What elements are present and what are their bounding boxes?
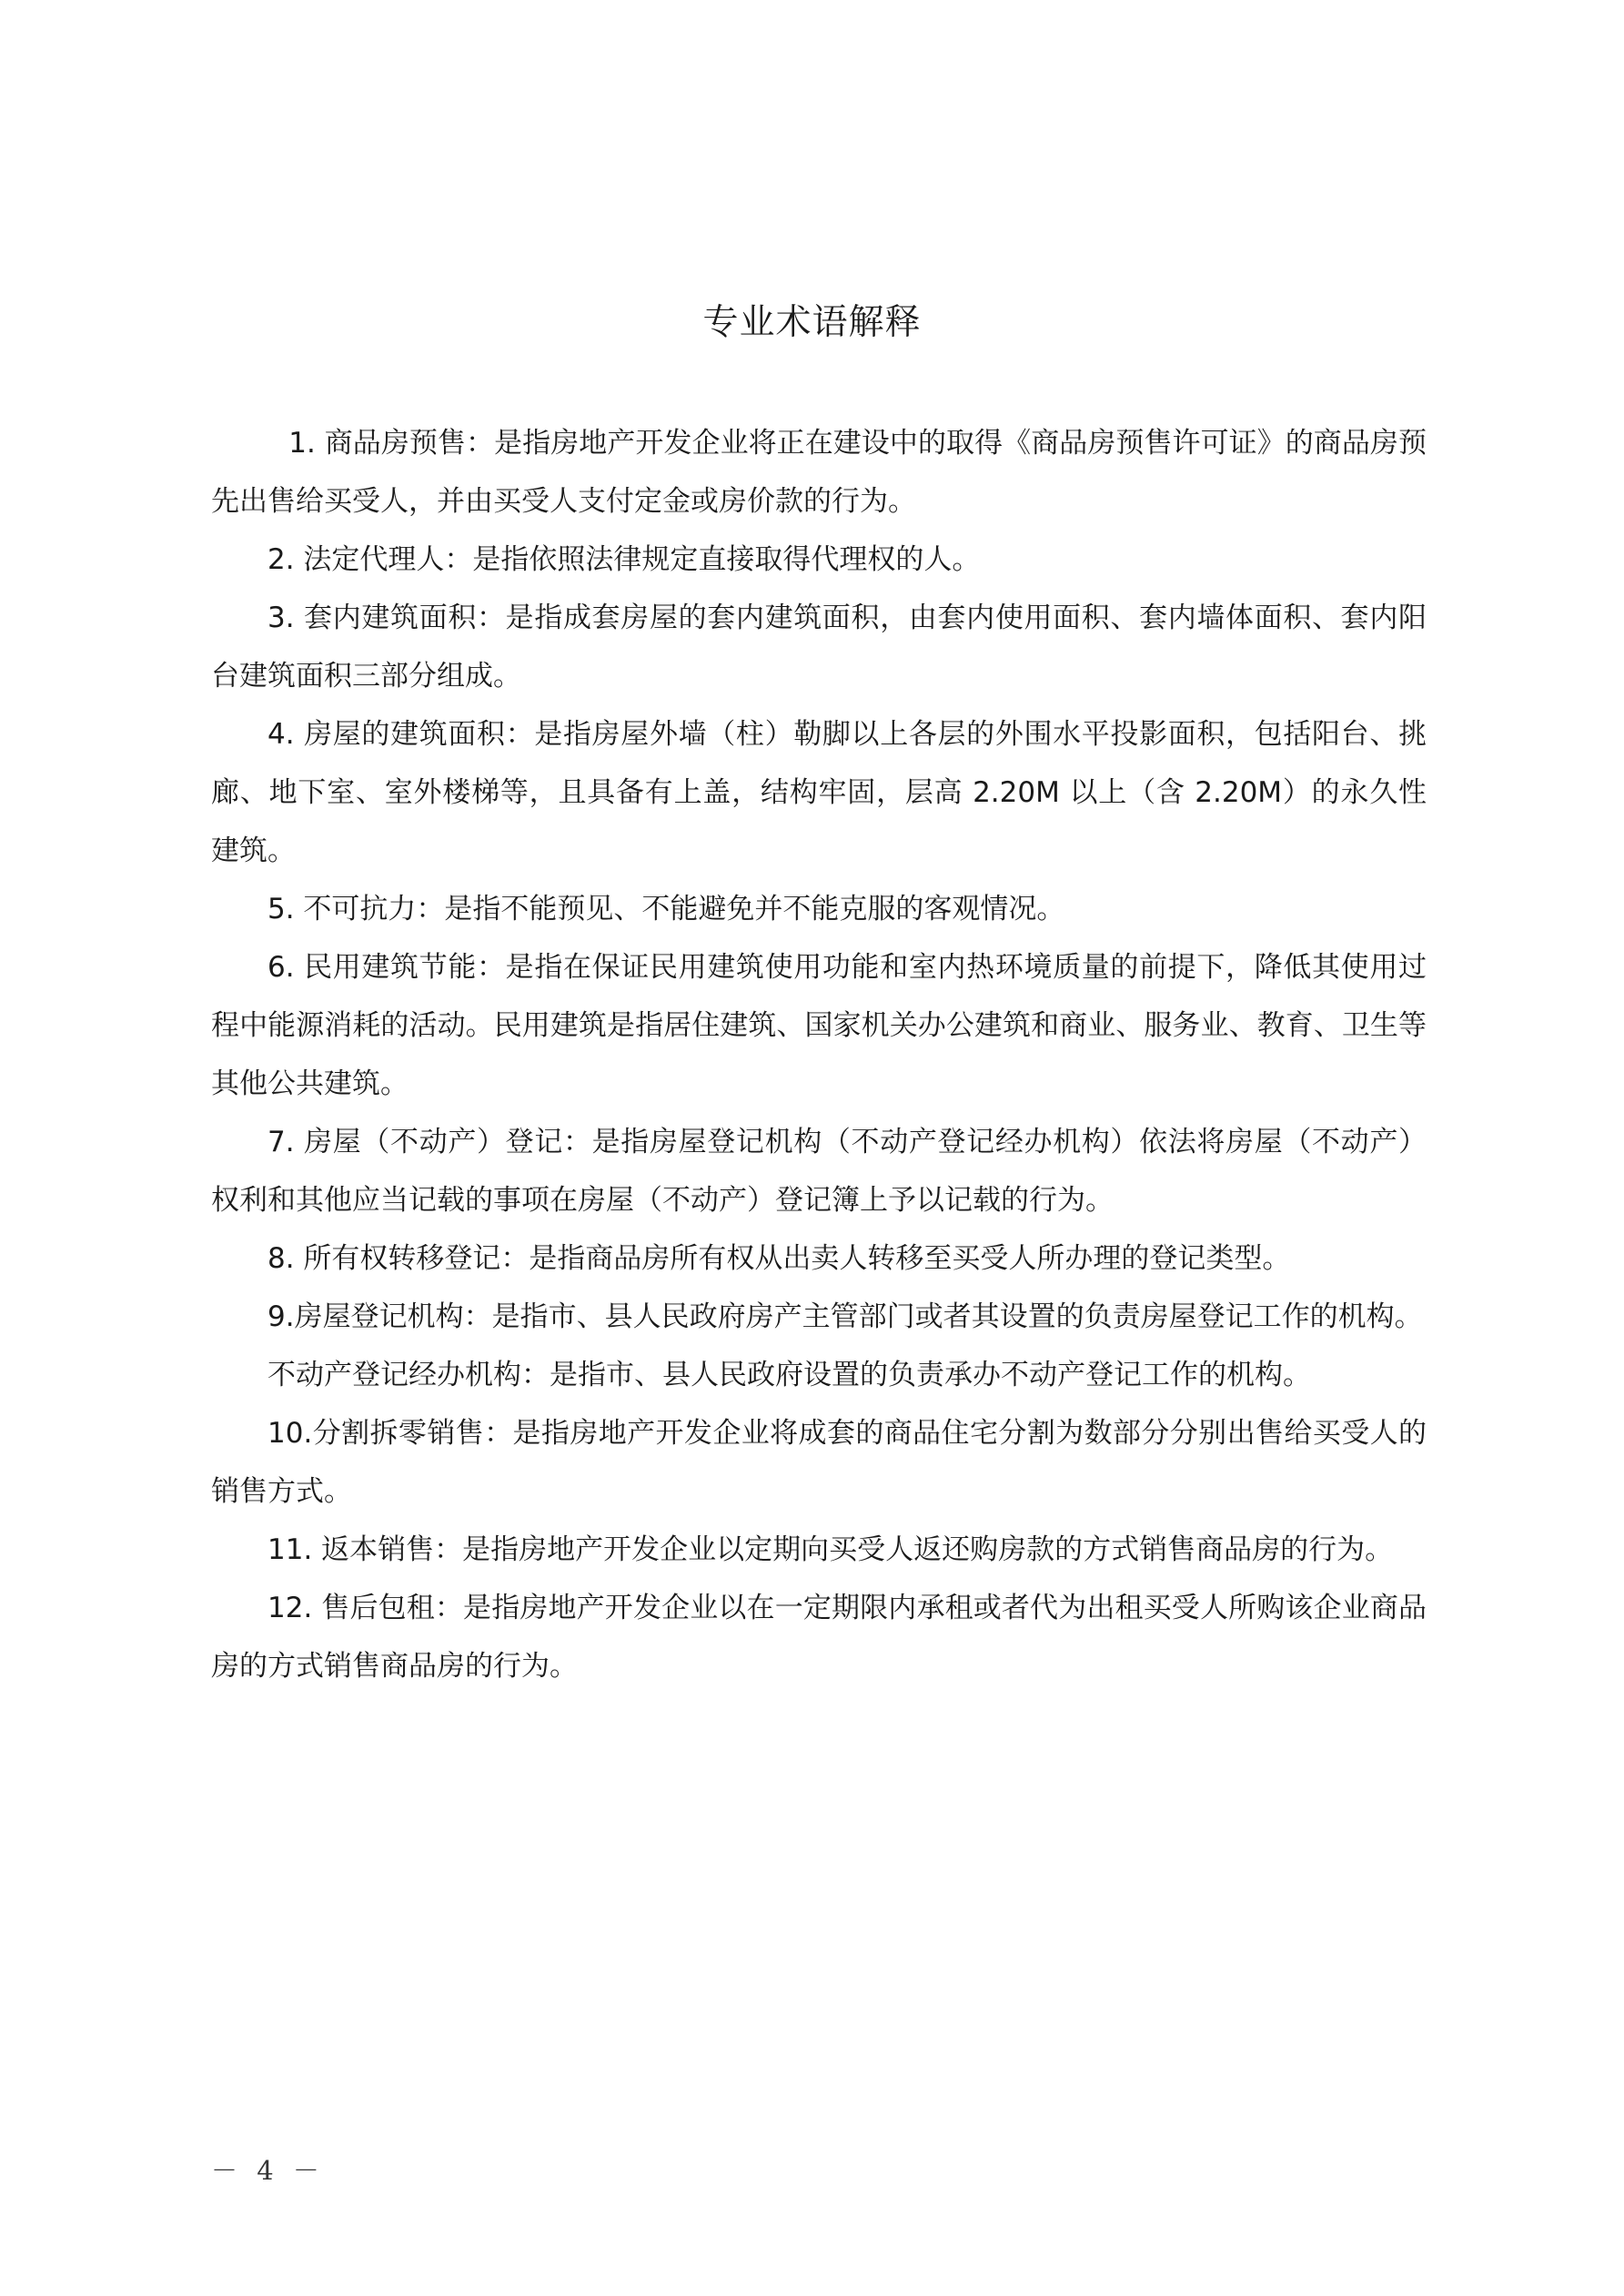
term-item-4: 4. 房屋的建筑面积：是指房屋外墙（柱）勒脚以上各层的外围水平投影面积，包括阳台、挑廊、地下室、室外楼梯等，且具备有上盖，结构牢固，层高 2.20M 以上（含 2.20M）的永久性建筑。	[211, 718, 1427, 867]
term-item-11: 11. 返本销售：是指房地产开发企业以定期向买受人返还购房款的方式销售商品房的行为。	[267, 1533, 1394, 1566]
term-item-7: 7. 房屋（不动产）登记：是指房屋登记机构（不动产登记经办机构）依法将房屋（不动产）权利和其他应当记载的事项在房屋（不动产）登记簿上予以记载的行为。	[211, 1126, 1427, 1217]
term-item-9: 9.房屋登记机构：是指市、县人民政府房产主管部门或者其设置的负责房屋登记工作的机构。	[267, 1300, 1423, 1333]
term-item-3: 3. 套内建筑面积：是指成套房屋的套内建筑面积，由套内使用面积、套内墙体面积、套内阳台建筑面积三部分组成。	[211, 602, 1427, 693]
term-item-2: 2. 法定代理人：是指依照法律规定直接取得代理权的人。	[267, 543, 981, 576]
page-title: 专业术语解释	[702, 302, 922, 343]
term-item-8: 8. 所有权转移登记：是指商品房所有权从出卖人转移至买受人所办理的登记类型。	[267, 1242, 1291, 1275]
term-item-10: 10.分割拆零销售：是指房地产开发企业将成套的商品住宅分割为数部分分别出售给买受人的销售方式。	[211, 1417, 1427, 1508]
term-item-12: 12. 售后包租：是指房地产开发企业以在一定期限内承租或者代为出租买受人所购该企业商品房的方式销售商品房的行为。	[211, 1592, 1427, 1683]
term-item-6: 6. 民用建筑节能：是指在保证民用建筑使用功能和室内热环境质量的前提下，降低其使用过程中能源消耗的活动。民用建筑是指居住建筑、国家机关办公建筑和商业、服务业、教育、卫生等其他公共建筑。	[211, 951, 1427, 1100]
term-item-5: 5. 不可抗力：是指不能预见、不能避免并不能克服的客观情况。	[267, 893, 1065, 925]
term-item-9-supplement: 不动产登记经办机构：是指市、县人民政府设置的负责承办不动产登记工作的机构。	[267, 1359, 1311, 1391]
terms-list	[211, 414, 1427, 1695]
term-item-1: 1. 商品房预售：是指房地产开发企业将正在建设中的取得《商品房预售许可证》的商品房预先出售给买受人，并由买受人支付定金或房价款的行为。	[211, 427, 1427, 518]
page-number: － 4 －	[211, 2155, 325, 2186]
